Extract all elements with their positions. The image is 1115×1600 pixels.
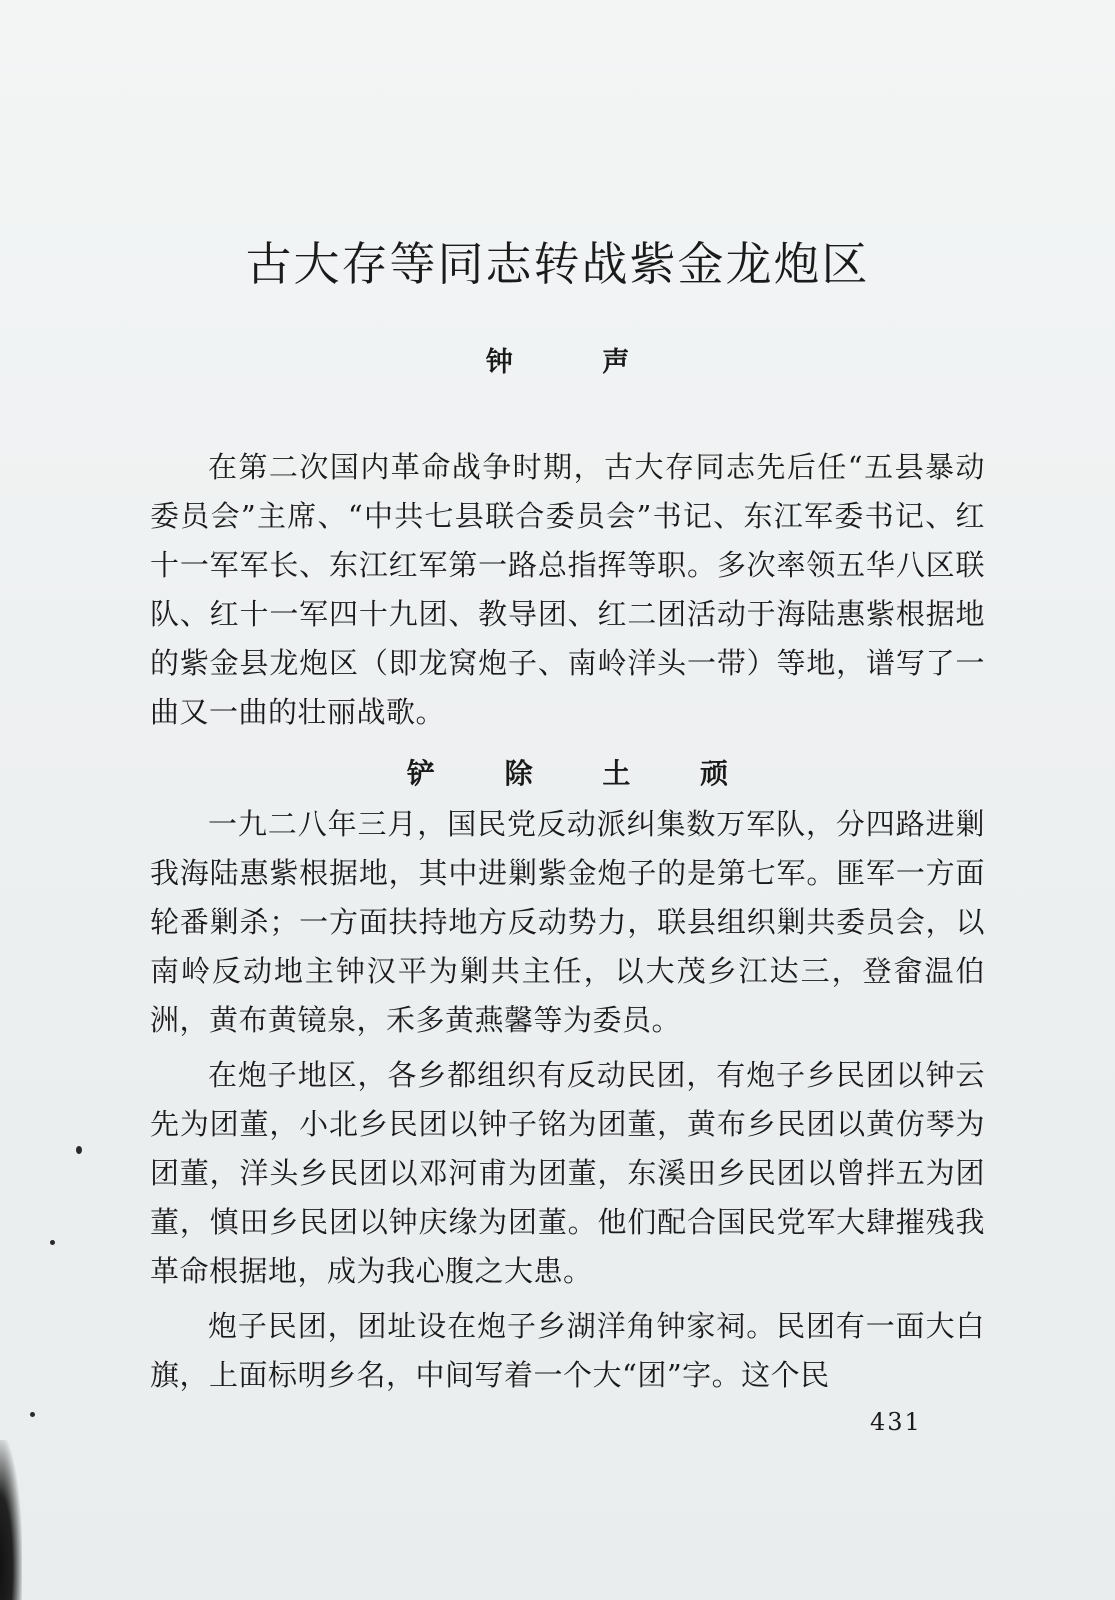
scan-edge-shadow [0,1440,22,1600]
body-paragraph: 在炮子地区，各乡都组织有反动民团，有炮子乡民团以钟云先为团董，小北乡民团以钟子铭为团董，黄布乡民团以黄仿琴为团董，洋头乡民团以邓河甫为团董，东溪田乡民团以曾拌五为团董，慎田乡民团以钟庆缘为团董。他们配合国民党军大肆摧残我革命根据地，成为我心腹之大患。 [150,1058,985,1288]
intro-paragraph: 在第二次国内革命战争时期，古大存同志先后任“五县暴动委员会”主席、“中共七县联合委员会”书记、东江军委书记、红十一军军长、东江红军第一路总指挥等职。多次率领五华八区联队、红十一军四十九团、教导团、红二团活动于海陆惠紫根据地的紫金县龙炮区（即龙窝炮子、南岭洋头一带）等地，谱写了一曲又一曲的壮丽战歌。 [150,450,985,729]
scan-speck [30,1412,35,1417]
scan-speck [50,1240,55,1245]
section-heading: 铲 除 土 顽 [406,757,759,790]
body-block [150,800,985,1400]
article-author: 钟 声 [485,347,670,378]
article-title: 古大存等同志转战紫金龙炮区 [245,237,870,291]
body-paragraph: 炮子民团，团址设在炮子乡湖洋角钟家祠。民团有一面大白旗，上面标明乡名，中间写着一个大“团”字。这个民 [150,1309,985,1392]
intro-block [150,443,985,737]
scan-speck [76,1146,82,1154]
body-paragraph: 一九二八年三月，国民党反动派纠集数万军队，分四路进剿我海陆惠紫根据地，其中进剿紫金炮子的是第七军。匪军一方面轮番剿杀；一方面扶持地方反动势力，联县组织剿共委员会，以南岭反动地主钟汉平为剿共主任，以大茂乡江达三，登畲温伯洲，黄布黄镜泉，禾多黄燕馨等为委员。 [150,807,985,1037]
page-number: 431 [870,1408,922,1436]
